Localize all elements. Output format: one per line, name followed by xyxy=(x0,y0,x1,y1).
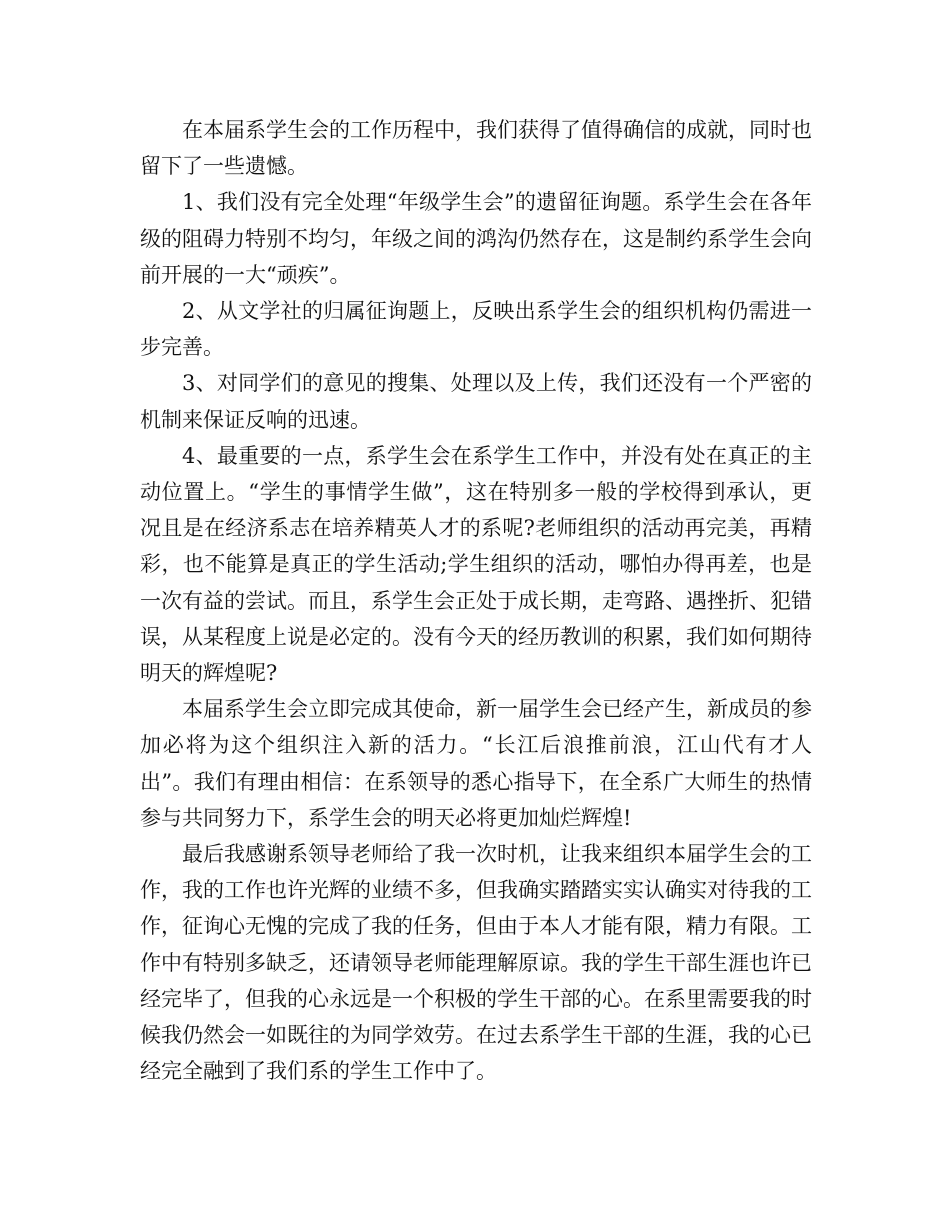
paragraph-point-1: 1、我们没有完全处理“年级学生会”的遗留征询题。系学生会在各年级的阻碍力特别不均匀，年级之间的鸿沟仍然存在，这是制约系学生会向前开展的一大“顽疾”。 xyxy=(140,190,812,287)
paragraph-thanks: 最后我感谢系领导老师给了我一次时机，让我来组织本届学生会的工作，我的工作也许光辉的业绩不多，但我确实踏踏实实认确实对待我的工作，征询心无愧的完成了我的任务，但由于本人才能有限，精力有限。工作中有特别多缺乏，还请领导老师能理解原谅。我的学生干部生涯也许已经完毕了，但我的心永远是一个积极的学生干部的心。在系里需要我的时候我仍然会一如既往的为同学效劳。在过去系学生干部的生涯，我的心已经完全融到了我们系的学生工作中了。 xyxy=(140,842,812,1084)
paragraph-point-2: 2、从文学社的归属征询题上，反映出系学生会的组织机构仍需进一步完善。 xyxy=(140,299,812,360)
paragraph-point-4: 4、最重要的一点，系学生会在系学生工作中，并没有处在真正的主动位置上。“学生的事情学生做”，这在特别多一般的学校得到承认，更况且是在经济系志在培养精英人才的系呢?老师组织的活动再完美，再精彩，也不能算是真正的学生活动;学生组织的活动，哪怕办得再差，也是一次有益的尝试。而且，系学生会正处于成长期，走弯路、遇挫折、犯错误，从某程度上说是必定的。没有今天的经历教训的积累，我们如何期待明天的辉煌呢? xyxy=(140,443,812,686)
paragraph-point-3: 3、对同学们的意见的搜集、处理以及上传，我们还没有一个严密的机制来保证反响的迅速。 xyxy=(140,371,812,432)
paragraph-intro: 在本届系学生会的工作历程中，我们获得了值得确信的成就，同时也留下了一些遗憾。 xyxy=(140,118,812,179)
document-body xyxy=(140,112,812,1089)
paragraph-mission: 本届系学生会立即完成其使命，新一届学生会已经产生，新成员的参加必将为这个组织注入新的活力。“长江后浪推前浪，江山代有才人出”。我们有理由相信：在系领导的悉心指导下，在全系广大师生的热情参与共同努力下，系学生会的明天必将更加灿烂辉煌! xyxy=(140,697,812,830)
